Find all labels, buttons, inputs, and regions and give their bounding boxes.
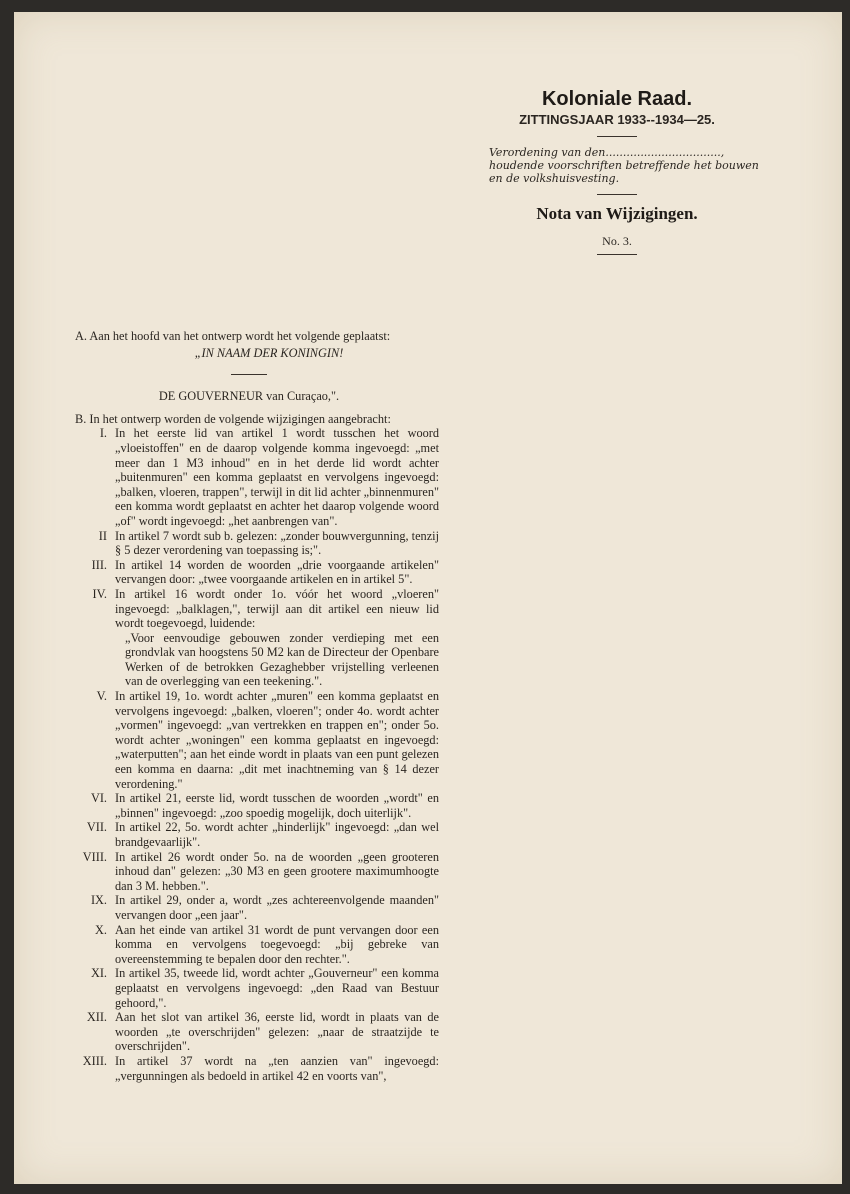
amendment-item [59, 426, 439, 528]
amendment-item [59, 558, 439, 587]
amendment-number: II [98, 528, 107, 543]
amendment-text: In artikel 22, 5o. wordt achter „hinderlijk" ingevoegd: „dan wel brandgevaarlijk". [115, 820, 439, 849]
amendment-text-block [115, 820, 439, 849]
amendment-number: IV. [92, 586, 107, 601]
amendment-item [59, 529, 439, 558]
amendment-text-block [115, 966, 439, 1010]
document-header [472, 88, 762, 264]
amendment-text-block [115, 529, 439, 558]
ordinance-title: Verordening van den................................., houdende voorschriften betreffende het bouwen en de volkshuisvesting. [489, 146, 759, 185]
amendment-text: In artikel 35, tweede lid, wordt achter „Gouverneur" een komma geplaatst en vervolgens ingevoegd: „den Raad van Bestuur gehoord,". [115, 966, 439, 1010]
amendment-text: Aan het slot van artikel 36, eerste lid, wordt in plaats van de woorden „te overschrijden" gelezen: „naar de straatzijde te overschrijden". [115, 1010, 439, 1054]
amendment-text: In het eerste lid van artikel 1 wordt tusschen het woord „vloeistoffen" en de daarop volgende komma ingevoegd: „met meer dan 1 M3 inhoud" en in het derde lid wordt achter „buitenmuren" een komma geplaatst en vervolgens ingevoegd: „balken, vloeren, trappen", terwijl in dit lid achter „binnenmuren" een komma wordt geplaatst en achter het daarop volgende woord „of" wordt ingevoegd: „het aanbrengen van". [115, 426, 439, 528]
amendment-text-block [115, 893, 439, 922]
amendment-number: XIII. [82, 1053, 107, 1068]
invocation: „IN NAAM DER KONINGIN! [194, 345, 344, 360]
nota-number: No. 3. [602, 234, 632, 248]
amendment-number: XII. [86, 1010, 107, 1025]
amendment-text: In artikel 37 wordt na „ten aanzien van" ingevoegd: „vergunningen als bedoeld in artikel 42 en voorts van", [115, 1053, 439, 1083]
nota-title: Nota van Wijzigingen. [536, 204, 698, 223]
amendment-item [59, 587, 439, 689]
amendment-item [59, 820, 439, 849]
amendment-text: In artikel 29, onder a, wordt „zes achtereenvolgende maanden" vervangen door „een jaar". [115, 893, 439, 922]
governor-line: DE GOUVERNEUR van Curaçao,". [158, 389, 340, 404]
amendment-item [59, 791, 439, 820]
amendment-text-block [115, 558, 439, 587]
council-title: Koloniale Raad. [541, 88, 693, 110]
amendment-text-block [115, 587, 439, 689]
amendment-text: In artikel 7 wordt sub b. gelezen: „zonder bouwvergunning, tenzij § 5 dezer verordening van toepassing is;". [115, 528, 439, 558]
amendment-text-block [115, 791, 439, 820]
amendment-item [59, 850, 439, 894]
document-body [59, 329, 439, 1083]
amendment-text: In artikel 16 wordt onder 1o. vóór het woord „vloeren" ingevoegd: „balklagen,", terwijl aan dit artikel een nieuw lid wordt toegevoegd, luidende: [115, 586, 439, 631]
amendment-text-block [115, 923, 439, 967]
paragraph-b: B. In het ontwerp worden de volgende wijzigingen aangebracht: [75, 411, 391, 426]
amendment-item [59, 689, 439, 791]
amendment-number: III. [91, 557, 107, 572]
amendment-text: Aan het einde van artikel 31 wordt de punt vervangen door een komma en vervolgens toegevoegd: „bij gebreke van overeenstemming te bepalen door den rechter.". [115, 922, 439, 966]
header-rule [597, 194, 637, 195]
amendment-item [59, 1054, 439, 1083]
amendment-number: X. [95, 922, 107, 937]
amendment-number: VI. [90, 791, 107, 806]
amendment-number: VIII. [82, 849, 107, 864]
amendment-text: In artikel 19, 1o. wordt achter „muren" een komma geplaatst en vervolgens ingevoegd: „balken, vloeren"; onder 4o. wordt achter „vormen" ingevoegd: „van vertrekken en trappen en"; onder 5o. wordt achter „woningen" een komma geplaatst en ingevoegd: „waterputten"; aan het einde wordt in plaats van een punt gelezen een komma en daarna: „dit met inachtneming van § 14 dezer verordening." [115, 689, 439, 791]
amendment-number: I. [99, 426, 107, 441]
amendment-number: IX. [90, 893, 107, 908]
amendment-text-block [115, 1010, 439, 1054]
amendment-item [59, 1010, 439, 1054]
amendment-text-block [115, 426, 439, 528]
amendment-number: VII. [86, 820, 107, 835]
amendment-quote: „Voor eenvoudige gebouwen zonder verdieping met een grondvlak van hoogstens 50 M2 kan de Directeur der Openbare Werken of de betrokken Gezaghebber vrijstelling verleenen van de overlegging van een teekening.". [125, 630, 439, 689]
amendment-number: XI. [90, 966, 107, 981]
header-rule [597, 136, 637, 137]
amendment-text: In artikel 14 worden de woorden „drie voorgaande artikelen" vervangen door: „twee voorgaande artikelen en in artikel 5". [115, 557, 439, 587]
amendment-item [59, 966, 439, 1010]
session-year: ZITTINGSJAAR 1933--1934—25. [519, 112, 715, 127]
amendment-text: In artikel 21, eerste lid, wordt tusschen de woorden „wordt" en „binnen" ingevoegd: „zoo spoedig mogelijk, doch uiterlijk". [115, 791, 439, 820]
paragraph-a: A. Aan het hoofd van het ontwerp wordt het volgende geplaatst: [75, 329, 391, 343]
document-page [14, 12, 842, 1184]
amendment-text-block [115, 689, 439, 791]
amendment-list [59, 426, 439, 1083]
amendment-number: V. [96, 689, 107, 704]
amendment-text: In artikel 26 wordt onder 5o. na de woorden „geen grooteren inhoud dan" gelezen: „30 M3 en geen grootere maximumhoogte dan 3 M. hebben.". [115, 849, 439, 893]
amendment-item [59, 893, 439, 922]
amendment-item [59, 923, 439, 967]
header-rule [597, 254, 637, 255]
amendment-text-block [115, 850, 439, 894]
amendment-text-block [115, 1054, 439, 1083]
section-rule [231, 374, 267, 375]
